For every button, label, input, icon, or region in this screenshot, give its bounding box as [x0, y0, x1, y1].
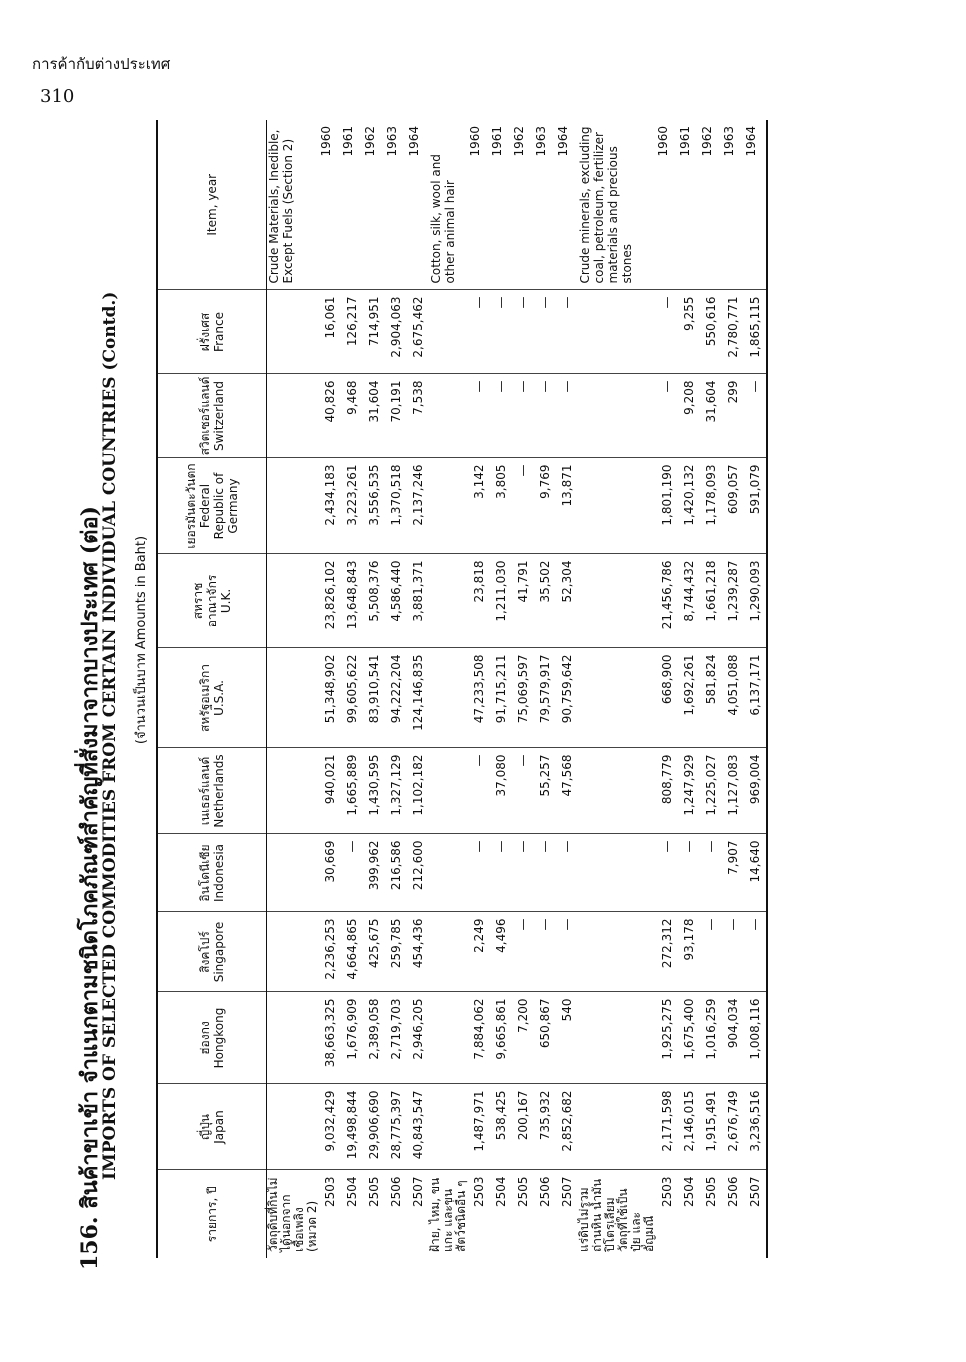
year-thai: 2507 — [560, 1176, 574, 1208]
year-english: 1962 — [363, 120, 385, 290]
empty-cell — [267, 748, 320, 834]
value-cell: 2,171,598 — [656, 1084, 678, 1170]
value-cell: 1,801,190 — [656, 458, 678, 554]
value-cell: — — [556, 374, 578, 458]
year-thai: 2503 — [660, 1176, 674, 1208]
value-cell: 200,167 — [512, 1084, 534, 1170]
empty-cell — [578, 458, 656, 554]
column-header-thai: ฝรั่งเศส — [198, 312, 212, 352]
section-label-english: Crude minerals, excluding coal, petroleum, fertilizer materials and precious stones — [578, 120, 656, 290]
table-row — [512, 120, 534, 1258]
empty-cell — [429, 834, 468, 912]
empty-cell — [429, 290, 468, 374]
value-cell: 3,556,535 — [363, 458, 385, 554]
value-cell: — — [656, 290, 678, 374]
value-cell: 2,676,749 — [722, 1084, 744, 1170]
value-cell: 1,487,971 — [468, 1084, 490, 1170]
value-cell: 714,951 — [363, 290, 385, 374]
column-header-english: Switzerland — [212, 381, 226, 451]
column-header-thai: เยอรมันตะวันตก — [184, 463, 198, 549]
value-cell: — — [512, 748, 534, 834]
section-label-thai: แร่ดิบไม่รวมถ่านหิน น้ำมันปิโตรเลียม วัตถุที่ใช้เป็นปุ๋ย และอัญมณี — [577, 1178, 656, 1252]
year-english: 1960 — [468, 120, 490, 290]
value-cell: 216,586 — [385, 834, 407, 912]
column-header — [157, 1084, 267, 1170]
value-cell: — — [512, 458, 534, 554]
value-cell: 30,669 — [319, 834, 341, 912]
empty-cell — [578, 554, 656, 648]
value-cell: 75,069,597 — [512, 648, 534, 748]
value-cell: 2,852,682 — [556, 1084, 578, 1170]
value-cell: 1,247,929 — [678, 748, 700, 834]
table-row — [341, 120, 363, 1258]
value-cell: 3,805 — [490, 458, 512, 554]
table-row — [407, 120, 429, 1258]
value-cell: — — [556, 912, 578, 992]
value-cell: 650,867 — [534, 992, 556, 1084]
value-cell: 9,208 — [678, 374, 700, 458]
year-english: 1961 — [341, 120, 363, 290]
empty-cell — [429, 912, 468, 992]
value-cell: — — [678, 834, 700, 912]
year-english: 1964 — [744, 120, 767, 290]
empty-cell — [578, 1084, 656, 1170]
table-row — [363, 120, 385, 1258]
column-header-thai: สหราช อาณาจักร — [191, 574, 219, 628]
empty-cell — [267, 992, 320, 1084]
empty-cell — [267, 374, 320, 458]
value-cell: 8,744,432 — [678, 554, 700, 648]
empty-cell — [267, 1084, 320, 1170]
value-cell: 19,498,844 — [341, 1084, 363, 1170]
value-cell: 93,178 — [678, 912, 700, 992]
value-cell: 2,137,246 — [407, 458, 429, 554]
section-label-thai: ฝ้าย, ไหม, ขนแกะ และขนสัตว์ชนิดอื่น ๆ — [428, 1177, 468, 1252]
value-cell: 1,430,595 — [363, 748, 385, 834]
value-cell: 91,715,211 — [490, 648, 512, 748]
empty-cell — [267, 834, 320, 912]
value-cell: 38,663,325 — [319, 992, 341, 1084]
column-header-english: Federal Republic of Germany — [198, 472, 240, 540]
value-cell: 7,907 — [722, 834, 744, 912]
year-thai: 2505 — [704, 1176, 718, 1208]
value-cell: — — [468, 290, 490, 374]
value-cell: — — [534, 912, 556, 992]
value-cell: 2,719,703 — [385, 992, 407, 1084]
empty-cell — [429, 1084, 468, 1170]
table-body — [267, 120, 768, 1258]
year-thai: 2505 — [367, 1176, 381, 1208]
value-cell: 1,016,259 — [700, 992, 722, 1084]
table-row — [534, 120, 556, 1258]
value-cell: 52,304 — [556, 554, 578, 648]
value-cell: 37,080 — [490, 748, 512, 834]
value-cell: — — [512, 834, 534, 912]
value-cell: 7,200 — [512, 992, 534, 1084]
value-cell: 29,906,690 — [363, 1084, 385, 1170]
year-thai: 2506 — [389, 1176, 403, 1208]
value-cell: 538,425 — [490, 1084, 512, 1170]
value-cell: — — [534, 374, 556, 458]
section-label-row — [429, 120, 468, 1258]
value-cell: 2,146,015 — [678, 1084, 700, 1170]
value-cell: 1,008,116 — [744, 992, 767, 1084]
empty-cell — [578, 290, 656, 374]
value-cell: 1,290,093 — [744, 554, 767, 648]
year-thai: 2504 — [345, 1176, 359, 1208]
value-cell: 609,057 — [722, 458, 744, 554]
value-cell: — — [512, 374, 534, 458]
value-cell: 808,779 — [656, 748, 678, 834]
year-english: 1964 — [556, 120, 578, 290]
empty-cell — [267, 290, 320, 374]
year-english: 1962 — [512, 120, 534, 290]
value-cell: 969,004 — [744, 748, 767, 834]
section-label-row — [578, 120, 656, 1258]
value-cell: 904,034 — [722, 992, 744, 1084]
table-row — [700, 120, 722, 1258]
value-cell: 581,824 — [700, 648, 722, 748]
value-cell: 2,434,183 — [319, 458, 341, 554]
column-header-thai: อินโดนีเซีย — [198, 844, 212, 902]
value-cell: 55,257 — [534, 748, 556, 834]
value-cell: 1,127,083 — [722, 748, 744, 834]
value-cell: 1,865,115 — [744, 290, 767, 374]
column-header — [157, 554, 267, 648]
value-cell: 5,508,376 — [363, 554, 385, 648]
value-cell: 1,211,030 — [490, 554, 512, 648]
empty-cell — [429, 748, 468, 834]
value-cell: — — [700, 912, 722, 992]
value-cell: 4,051,088 — [722, 648, 744, 748]
column-header — [157, 992, 267, 1084]
empty-cell — [429, 458, 468, 554]
column-header-english: Hongkong — [212, 1007, 226, 1069]
value-cell: 2,249 — [468, 912, 490, 992]
value-cell: — — [468, 834, 490, 912]
value-cell: 14,640 — [744, 834, 767, 912]
year-thai: 2506 — [538, 1176, 552, 1208]
value-cell: 425,675 — [363, 912, 385, 992]
value-cell: 9,255 — [678, 290, 700, 374]
table-row — [678, 120, 700, 1258]
table-row — [656, 120, 678, 1258]
value-cell: 7,884,062 — [468, 992, 490, 1084]
column-header — [157, 120, 267, 290]
value-cell: 668,900 — [656, 648, 678, 748]
value-cell: 3,236,516 — [744, 1084, 767, 1170]
value-cell: 1,692,261 — [678, 648, 700, 748]
value-cell: 2,675,462 — [407, 290, 429, 374]
table-row — [722, 120, 744, 1258]
value-cell: — — [512, 912, 534, 992]
section-label-english: Cotton, silk, wool and other animal hair — [429, 120, 468, 290]
year-thai: 2504 — [682, 1176, 696, 1208]
title-english: IMPORTS OF SELECTED COMMODITIES FROM CERTAIN INDIVIDUAL COUNTRIES (Contd.) — [100, 291, 120, 1180]
column-header-english: U.K. — [219, 588, 233, 614]
value-cell: 9,665,861 — [490, 992, 512, 1084]
page-number: 310 — [40, 86, 75, 107]
value-cell: 1,420,132 — [678, 458, 700, 554]
column-header — [157, 458, 267, 554]
value-cell: 126,217 — [341, 290, 363, 374]
value-cell: — — [656, 374, 678, 458]
column-header-english: Indonesia — [212, 843, 226, 903]
empty-cell — [429, 992, 468, 1084]
year-thai: 2503 — [472, 1176, 486, 1208]
value-cell: 3,223,261 — [341, 458, 363, 554]
value-cell: 70,191 — [385, 374, 407, 458]
year-english: 1963 — [722, 120, 744, 290]
value-cell: 1,327,129 — [385, 748, 407, 834]
column-header — [157, 374, 267, 458]
column-header-english: France — [212, 312, 226, 352]
column-header-thai: ญี่ปุ่น — [198, 1113, 212, 1141]
value-cell: 1,915,491 — [700, 1084, 722, 1170]
value-cell: 4,496 — [490, 912, 512, 992]
value-cell: 4,664,865 — [341, 912, 363, 992]
value-cell: — — [656, 834, 678, 912]
header-row — [157, 120, 267, 1258]
column-header-thai: รายการ, ปี — [205, 1186, 219, 1243]
year-thai: 2504 — [494, 1176, 508, 1208]
title-thai: 156. สินค้าขาเข้า จำแนกตามชนิดโภคภัณฑ์สำคัญที่สั่งมาจากบางประเทศ (ต่อ) — [77, 505, 103, 1270]
value-cell: — — [512, 290, 534, 374]
column-header-english: Netherlands — [212, 754, 226, 828]
value-cell: 40,826 — [319, 374, 341, 458]
value-cell: — — [468, 748, 490, 834]
value-cell: 124,146,835 — [407, 648, 429, 748]
value-cell: 47,568 — [556, 748, 578, 834]
value-cell: — — [490, 834, 512, 912]
empty-cell — [429, 374, 468, 458]
table-row — [385, 120, 407, 1258]
value-cell: 1,370,518 — [385, 458, 407, 554]
year-english: 1963 — [534, 120, 556, 290]
empty-cell — [267, 554, 320, 648]
value-cell: — — [556, 290, 578, 374]
value-cell: 6,137,171 — [744, 648, 767, 748]
section-label-row — [267, 120, 320, 1258]
empty-cell — [578, 748, 656, 834]
section-label-english: Crude Materials, Inedible, Except Fuels (Section 2) — [267, 120, 320, 290]
empty-cell — [429, 648, 468, 748]
value-cell: 47,233,508 — [468, 648, 490, 748]
column-header-thai: ฮ่องกง — [198, 1021, 212, 1055]
year-thai: 2503 — [323, 1176, 337, 1208]
value-cell: — — [534, 290, 556, 374]
column-header — [157, 834, 267, 912]
value-cell: — — [744, 374, 767, 458]
empty-cell — [578, 648, 656, 748]
value-cell: 13,871 — [556, 458, 578, 554]
value-cell: 1,665,889 — [341, 748, 363, 834]
section-label-thai: วัตถุดิบที่กินไม่ได้นอกจากเชื้อเพลิง (หมวด 2) — [266, 1177, 319, 1252]
value-cell: 40,843,547 — [407, 1084, 429, 1170]
value-cell: — — [722, 912, 744, 992]
value-cell: 2,904,063 — [385, 290, 407, 374]
value-cell: — — [468, 374, 490, 458]
imports-table — [156, 120, 768, 1258]
value-cell: — — [490, 290, 512, 374]
value-cell: 79,579,917 — [534, 648, 556, 748]
value-cell: — — [700, 834, 722, 912]
table-row — [468, 120, 490, 1258]
value-cell: 7,538 — [407, 374, 429, 458]
value-cell: 2,780,771 — [722, 290, 744, 374]
value-cell: 940,021 — [319, 748, 341, 834]
rotated-table-page — [60, 90, 820, 1290]
empty-cell — [267, 458, 320, 554]
year-english: 1961 — [490, 120, 512, 290]
empty-cell — [578, 912, 656, 992]
value-cell: 4,586,440 — [385, 554, 407, 648]
year-english: 1962 — [700, 120, 722, 290]
table-row — [319, 120, 341, 1258]
column-header-english: Japan — [212, 1110, 226, 1144]
value-cell: 83,910,541 — [363, 648, 385, 748]
subtitle-units: (จำนวนเป็นบาท Amounts in Baht) — [134, 535, 149, 745]
value-cell: 1,102,182 — [407, 748, 429, 834]
value-cell: 1,675,400 — [678, 992, 700, 1084]
value-cell: 259,785 — [385, 912, 407, 992]
value-cell: 2,946,205 — [407, 992, 429, 1084]
value-cell: 9,468 — [341, 374, 363, 458]
column-header — [157, 912, 267, 992]
value-cell: 99,605,622 — [341, 648, 363, 748]
value-cell: 28,775,397 — [385, 1084, 407, 1170]
value-cell: 51,348,902 — [319, 648, 341, 748]
column-header-english: U.S.A. — [212, 680, 226, 716]
value-cell: 9,769 — [534, 458, 556, 554]
value-cell: 272,312 — [656, 912, 678, 992]
column-header-thai: สหรัฐอเมริกา — [198, 664, 212, 732]
value-cell: 591,079 — [744, 458, 767, 554]
running-header: การค้ากับต่างประเทศ — [32, 55, 171, 73]
value-cell: — — [490, 374, 512, 458]
value-cell: 2,236,253 — [319, 912, 341, 992]
year-english: 1960 — [319, 120, 341, 290]
year-english: 1963 — [385, 120, 407, 290]
empty-cell — [267, 912, 320, 992]
value-cell: 2,389,058 — [363, 992, 385, 1084]
value-cell: 90,759,642 — [556, 648, 578, 748]
column-header — [157, 290, 267, 374]
value-cell: 399,962 — [363, 834, 385, 912]
value-cell: 550,616 — [700, 290, 722, 374]
table-row — [490, 120, 512, 1258]
value-cell: 9,032,429 — [319, 1084, 341, 1170]
empty-cell — [578, 992, 656, 1084]
year-english: 1960 — [656, 120, 678, 290]
value-cell: 16,061 — [319, 290, 341, 374]
year-english: 1964 — [407, 120, 429, 290]
column-header-thai: เนเธอร์แลนด์ — [198, 756, 212, 826]
value-cell: — — [744, 912, 767, 992]
value-cell: 31,604 — [363, 374, 385, 458]
column-header-english: Singapore — [212, 921, 226, 983]
value-cell: — — [534, 834, 556, 912]
value-cell: 35,502 — [534, 554, 556, 648]
value-cell: 1,661,218 — [700, 554, 722, 648]
value-cell: 13,648,843 — [341, 554, 363, 648]
value-cell: 41,791 — [512, 554, 534, 648]
value-cell: — — [556, 834, 578, 912]
value-cell: 94,222,204 — [385, 648, 407, 748]
table-row — [744, 120, 767, 1258]
year-thai: 2506 — [726, 1176, 740, 1208]
value-cell: 1,676,909 — [341, 992, 363, 1084]
empty-cell — [429, 554, 468, 648]
table-row — [556, 120, 578, 1258]
value-cell: 3,881,371 — [407, 554, 429, 648]
column-header — [157, 748, 267, 834]
column-header — [157, 1170, 267, 1258]
value-cell: 21,456,786 — [656, 554, 678, 648]
column-header-english: Item, year — [205, 173, 219, 236]
value-cell: 23,818 — [468, 554, 490, 648]
value-cell: 1,225,027 — [700, 748, 722, 834]
value-cell: 299 — [722, 374, 744, 458]
year-english: 1961 — [678, 120, 700, 290]
value-cell: 1,178,093 — [700, 458, 722, 554]
value-cell: 1,239,287 — [722, 554, 744, 648]
value-cell: 31,604 — [700, 374, 722, 458]
value-cell: — — [341, 834, 363, 912]
year-thai: 2507 — [411, 1176, 425, 1208]
empty-cell — [578, 374, 656, 458]
value-cell: 454,436 — [407, 912, 429, 992]
column-header-thai: สวิตเซอร์แลนด์ — [198, 376, 212, 456]
value-cell: 735,932 — [534, 1084, 556, 1170]
value-cell: 23,826,102 — [319, 554, 341, 648]
value-cell: 540 — [556, 992, 578, 1084]
year-thai: 2507 — [744, 1170, 767, 1258]
value-cell: 3,142 — [468, 458, 490, 554]
year-thai: 2505 — [516, 1176, 530, 1208]
column-header-thai: สิงคโปร์ — [198, 931, 212, 973]
value-cell: 212,600 — [407, 834, 429, 912]
value-cell: 1,925,275 — [656, 992, 678, 1084]
empty-cell — [267, 648, 320, 748]
column-header — [157, 648, 267, 748]
empty-cell — [578, 834, 656, 912]
